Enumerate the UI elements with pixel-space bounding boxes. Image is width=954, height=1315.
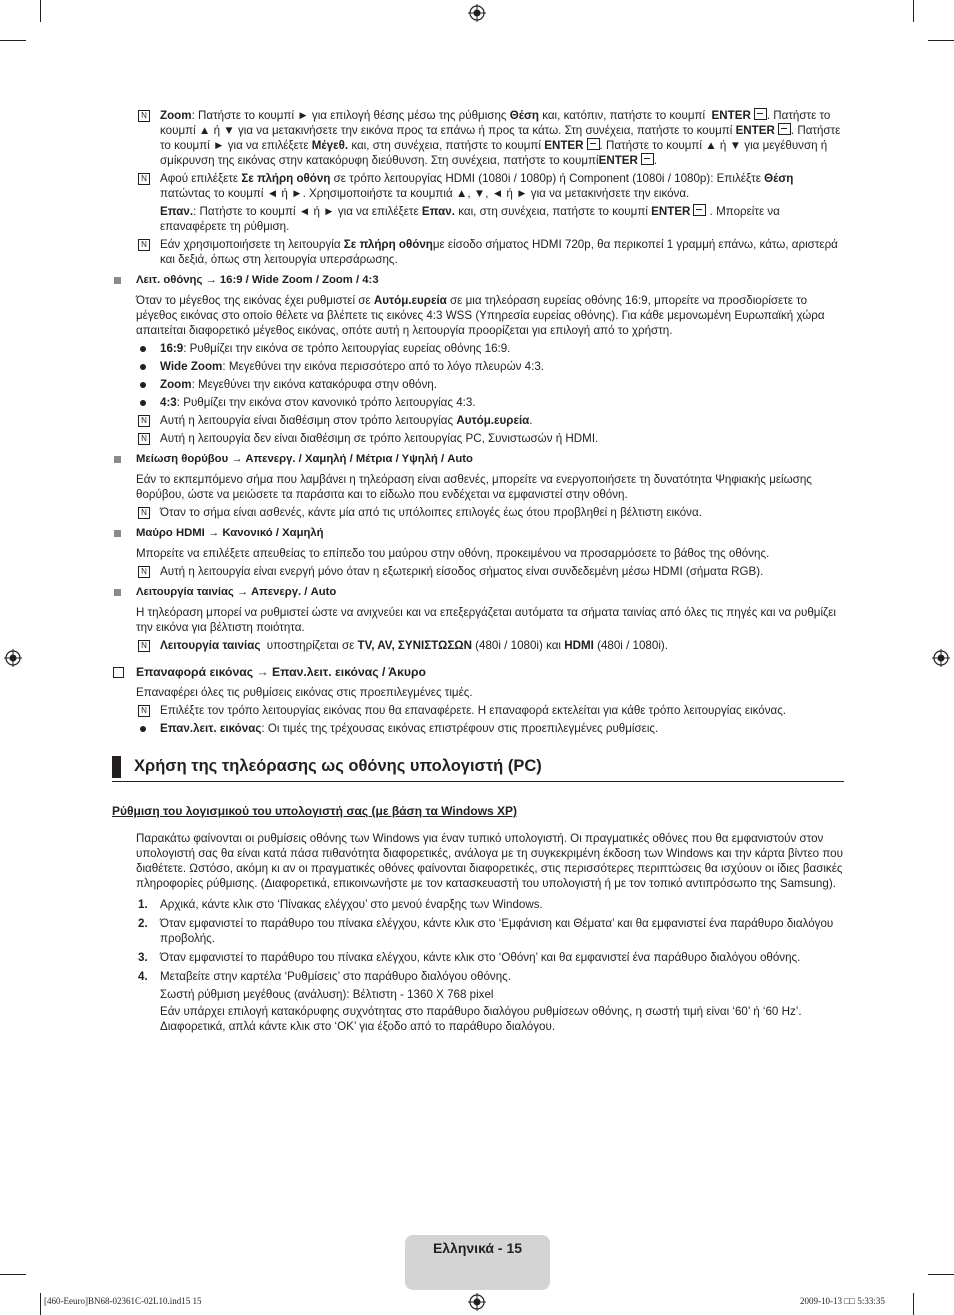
file-info: [460-Eeuro]BN68-02361C-02L10.ind15 15 <box>44 1296 202 1306</box>
crop-mark <box>913 1293 914 1315</box>
crop-mark <box>928 1274 954 1275</box>
note-icon: N <box>138 110 150 122</box>
page-content <box>112 108 844 1038</box>
noise-heading: Μείωση θορύβου → Απενεργ. / Χαμηλή / Μέτρια / Υψηλή / Auto <box>112 452 844 467</box>
aspect-heading: Λειτ. οθόνης → 16:9 / Wide Zoom / Zoom / 4:3 <box>112 273 844 288</box>
step-item: 1. Αρχικά, κάντε κλικ στο ‘Πίνακας ελέγχου’ στο μενού έναρξης των Windows. <box>138 898 543 911</box>
crop-mark <box>0 40 26 41</box>
list-item: 16:9: Ρυθμίζει την εικόνα σε τρόπο λειτουργίας ευρείας οθόνης 16:9. <box>112 341 844 356</box>
step-item: 3. Όταν εμφανιστεί το παράθυρο του πίνακα ελέγχου, κάντε κλικ στο ‘Οθόνη’ και θα εμφανιστεί ένα παράθυρο διαλόγου οθόνης. <box>138 951 801 964</box>
note-icon: N <box>138 640 150 652</box>
note-item: N Αυτή η λειτουργία είναι διαθέσιμη στον τρόπο λειτουργίας Αυτόμ.ευρεία. <box>112 413 844 428</box>
enter-icon <box>693 204 706 216</box>
print-timestamp: 2009-10-13 □□ 5:33:35 <box>800 1296 885 1306</box>
step-item: 4. Μεταβείτε στην καρτέλα ‘Ρυθμίσεις’ στο παράθυρο διαλόγου οθόνης. Σωστή ρύθμιση μεγέθους (ανάλυση): Βέλτιστη - 1360 X 768 pixel Εάν υπάρχει επιλογή κατακόρυφης συχνότητας στο παράθυρο διαλόγου ρυθμίσεων οθόνης, η σωστή τιμή είναι ‘60’ ή ‘60 Hz’. Διαφορετικά, απλά κάντε κλικ στο ‘OK’ για έξοδο από το παράθυρο διαλόγου. <box>138 970 802 1033</box>
note-icon: N <box>138 415 150 427</box>
note-icon: N <box>138 566 150 578</box>
noise-description: Εάν το εκπεμπόμενο σήμα που λαμβάνει η τηλεόραση είναι ασθενές, μπορείτε να ενεργοποιήσετε τη δυνατότητα Ψηφιακής μείωσης θορύβου, ώστε να μειώσετε τα παράσιτα και το είδωλο που ενδέχεται να εμφανιστεί στην οθόνη. <box>136 473 812 501</box>
note-item: N Όταν το σήμα είναι ασθενές, κάντε μία από τις υπόλοιπες επιλογές έως ότου προβληθεί η βέλτιστη εικόνα. <box>112 505 844 520</box>
note-item: N Επιλέξτε τον τρόπο λειτουργίας εικόνας που θα επαναφέρετε. Η επαναφορά εκτελείται για κάθε τρόπο λειτουργίας εικόνας. <box>112 703 844 718</box>
reset-description: Επαναφέρει όλες τις ρυθμίσεις εικόνας στις προεπιλεγμένες τιμές. <box>136 686 473 699</box>
note-icon: N <box>138 433 150 445</box>
note-item: N Αυτή η λειτουργία είναι ενεργή μόνο όταν η εξωτερική είσοδος σήματος είναι συνδεδεμένη μέσω HDMI (σήματα RGB). <box>112 564 844 579</box>
enter-icon <box>641 153 654 165</box>
film-description: Η τηλεόραση μπορεί να ρυθμιστεί ώστε να ανιχνεύει και να επεξεργάζεται αυτόματα τα σήματα ταινίας από όλες τις πηγές και να ρυθμίζει την εικόνα για βέλτιστη ποιότητα. <box>136 606 836 634</box>
registration-mark-icon <box>4 649 22 667</box>
subsection-heading: Ρύθμιση του λογισμικού του υπολογιστή σας (με βάση τα Windows XP) <box>112 804 518 818</box>
enter-icon <box>778 123 791 135</box>
registration-mark-icon <box>468 1293 486 1311</box>
note-icon: N <box>138 705 150 717</box>
crop-mark <box>0 1274 26 1275</box>
list-item: Επαν.λειτ. εικόνας: Οι τιμές της τρέχουσας εικόνας επιστρέφουν στις προεπιλεγμένες ρυθμίσεις. <box>112 721 844 736</box>
note-item: N Zoom: Πατήστε το κουμπί ► για επιλογή θέσης μέσω της ρύθμισης Θέση και, κατόπιν, πατήστε το κουμπί ENTER . Πατήστε το κουμπί ▲ ή ▼ για να μετακινήσετε την εικόνα προς τα επάνω ή προς τα κάτω. Στη συνέχεια, πατήστε το κουμπί ENTER . Πατήστε το κουμπί ► για να επιλέξετε Μέγεθ. και, στη συνέχεια, πατήστε το κουμπί ENTER . Πατήστε το κουμπί ▲ ή ▼ για μεγέθυνση ή σμίκρυνση της εικόνας στην κατακόρυφη διεύθυνση. Στη συνέχεια, πατήστε το κουμπίENTER . <box>112 108 844 168</box>
step-item: 2. Όταν εμφανιστεί το παράθυρο του πίνακα ελέγχου, κάντε κλικ στο ‘Εμφάνιση και Θέματα’ και θα εμφανιστεί ένα παράθυρο διαλόγου προβολής. <box>138 917 834 945</box>
note-icon: N <box>138 239 150 251</box>
enter-icon <box>587 138 600 150</box>
crop-mark <box>928 40 954 41</box>
list-item: Zoom: Μεγεθύνει την εικόνα κατακόρυφα στην οθόνη. <box>112 377 844 392</box>
aspect-description: Όταν το μέγεθος της εικόνας έχει ρυθμιστεί σε Αυτόμ.ευρεία σε μια τηλεόραση ευρείας οθόνης 16:9, μπορείτε να προσδιορίσετε το μέγεθος εικόνας στο οποίο θέλετε να βλέπετε τις εικόνες 4:3 WSS (Υπηρεσία ευρείας οθόνης). Για κάθε μεμονωμένη Ευρωπαϊκή χώρα απαιτείται διαφορετικό μέγεθος εικόνας, οπότε αυτή η λειτουργία προορίζεται για επιλογή από το χρήστη. <box>136 294 825 337</box>
crop-mark <box>913 0 914 22</box>
note-item: N Αυτή η λειτουργία δεν είναι διαθέσιμη σε τρόπο λειτουργίας PC, Συνιστωσών ή HDMI. <box>112 431 844 446</box>
note-item: N Λειτουργία ταινίας υποστηρίζεται σε TV, AV, ΣΥΝΙΣΤΩΣΩΝ (480i / 1080i) και HDMI (480i / 1080i). <box>112 638 844 653</box>
registration-mark-icon <box>468 4 486 22</box>
note-icon: N <box>138 173 150 185</box>
registration-mark-icon <box>932 649 950 667</box>
section-title: Χρήση της τηλεόρασης ως οθόνης υπολογιστή (PC) <box>112 756 844 782</box>
note-item: N Αφού επιλέξετε Σε πλήρη οθόνη σε τρόπο λειτουργίας HDMI (1080i / 1080p) ή Component (1080i / 1080p): Επιλέξτε Θέση πατώντας το κουμπί ◄ ή ►. Χρησιμοποιήστε τα κουμπιά ▲, ▼, ◄ ή ► για να μετακινήσετε την εικόνα. Επαν.: Πατήστε το κουμπί ◄ ή ► για να επιλέξετε Επαν. και, στη συνέχεια, πατήστε το κουμπί ENTER . Μπορείτε να επαναφέρετε τη ρύθμιση. <box>112 171 844 234</box>
list-item: 4:3: Ρυθμίζει την εικόνα στον κανονικό τρόπο λειτουργίας 4:3. <box>112 395 844 410</box>
pc-description: Παρακάτω φαίνονται οι ρυθμίσεις οθόνης των Windows για έναν τυπικό υπολογιστή. Οι πραγματικές οθόνες που θα εμφανιστούν στον υπολογιστή σας θα είναι κατά πάσα πιθανότητα διαφορετικές, ανάλογα με τη συγκεκριμένη έκδοση των Windows και την κάρτα βίντεο που διαθέτετε. Ωστόσο, ακόμη κι αν οι πραγματικές οθόνες φαίνονται διαφορετικές, στις περισσότερες περιπτώσεις θα ισχύουν οι ίδιες βασικές πληροφορίες ρύθμισης. (Διαφορετικά, επικοινωνήστε με τον κατασκευαστή του υπολογιστή ή με τον τοπικό αντιπρόσωπο της Samsung). <box>136 832 843 890</box>
page-number: Ελληνικά - 15 <box>432 1240 523 1256</box>
hdmi-black-heading: Μαύρο HDMI → Κανονικό / Χαμηλή <box>112 526 844 541</box>
hdmi-black-description: Μπορείτε να επιλέξετε απευθείας το επίπεδο του μαύρου στην οθόνη, προκειμένου να προσαρμόσετε το βάθος της οθόνης. <box>136 547 770 560</box>
reset-heading: Επαναφορά εικόνας → Επαν.λειτ. εικόνας / Άκυρο <box>112 665 844 680</box>
film-heading: Λειτουργία ταινίας → Απενεργ. / Auto <box>112 585 844 600</box>
crop-mark <box>40 0 41 22</box>
note-icon: N <box>138 507 150 519</box>
note-item: N Εάν χρησιμοποιήσετε τη λειτουργία Σε πλήρη οθόνημε είσοδο σήματος HDMI 720p, θα περικοπεί 1 γραμμή επάνω, κάτω, αριστερά και δεξιά, όπως στη λειτουργία υπερσάρωσης. <box>112 237 844 267</box>
list-item: Wide Zoom: Μεγεθύνει την εικόνα περισσότερο από το λόγο πλευρών 4:3. <box>112 359 844 374</box>
crop-mark <box>40 1293 41 1315</box>
enter-icon <box>754 108 767 120</box>
